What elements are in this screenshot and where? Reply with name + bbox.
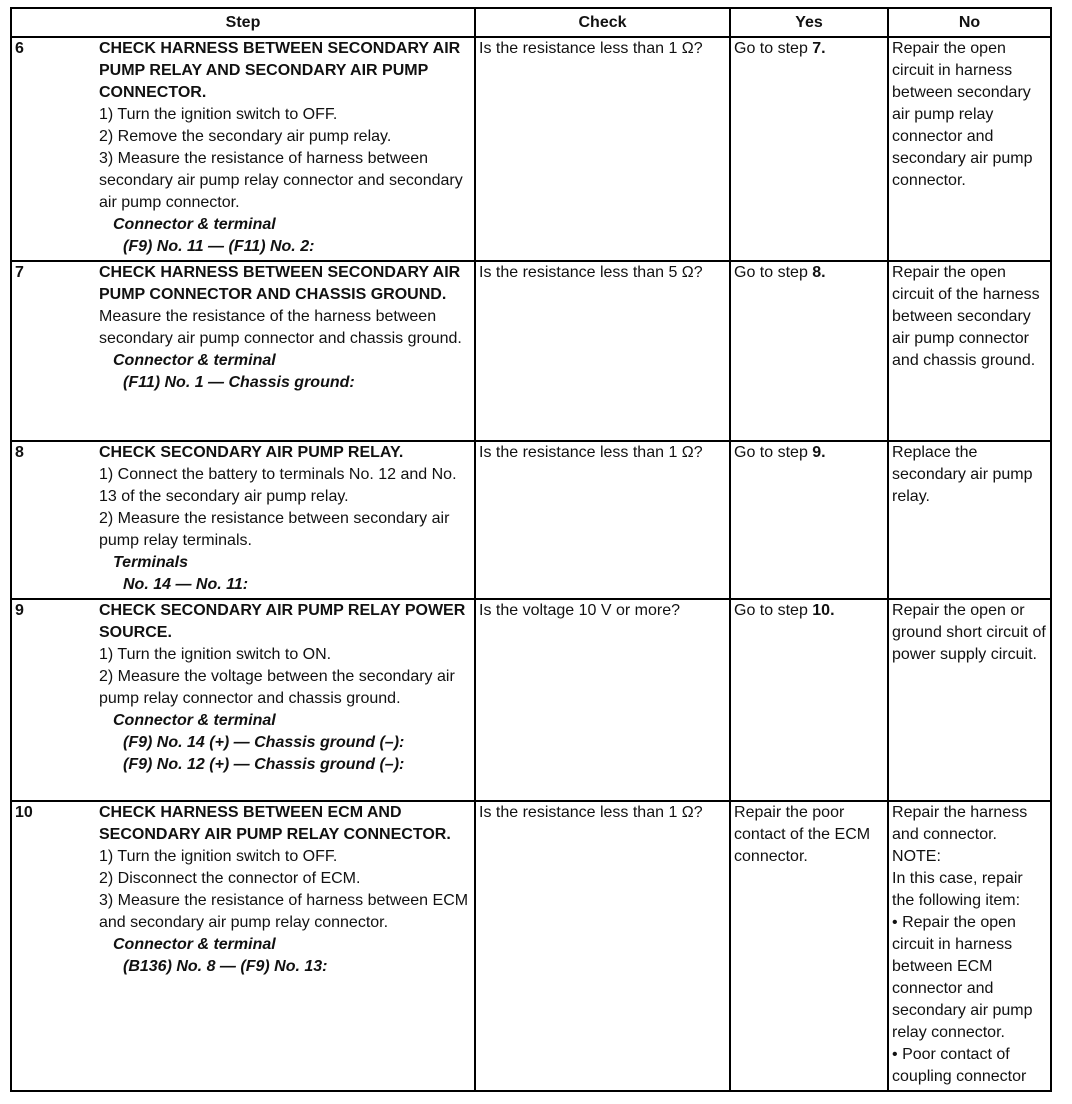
- yes-action: [730, 37, 888, 261]
- step-number: 9: [11, 599, 96, 801]
- terminal-value: No. 14 — No. 11:: [123, 576, 249, 593]
- yes-text: Repair the poor contact of the ECM connector.: [734, 804, 871, 865]
- terminal-value: (F9) No. 14 (+) — Chassis ground (–):: [123, 734, 405, 751]
- no-action: [888, 37, 1051, 261]
- step-number: 10: [11, 801, 96, 1091]
- terminal-label: Connector & terminal: [113, 936, 276, 953]
- step-instruction: 1) Turn the ignition switch to ON.: [99, 646, 332, 663]
- yes-step-ref: 10.: [812, 602, 835, 619]
- header-yes: Yes: [730, 8, 888, 37]
- no-action: [888, 261, 1051, 441]
- terminal-label: Connector & terminal: [113, 712, 276, 729]
- no-text: NOTE:: [892, 848, 941, 865]
- step-title: CHECK HARNESS BETWEEN SECONDARY AIR PUMP CONNECTOR AND CHASSIS GROUND.: [99, 264, 461, 303]
- no-action: [888, 599, 1051, 801]
- step-title: CHECK HARNESS BETWEEN SECONDARY AIR PUMP RELAY AND SECONDARY AIR PUMP CONNECTOR.: [99, 40, 461, 101]
- check-question: Is the resistance less than 1 Ω?: [475, 801, 730, 1091]
- terminal-value: (F9) No. 11 — (F11) No. 2:: [123, 238, 315, 255]
- step-description: [96, 261, 475, 441]
- terminal-label: Connector & terminal: [113, 352, 276, 369]
- no-text: Repair the open or ground short circuit of power supply circuit.: [892, 602, 1046, 663]
- step-instruction: 3) Measure the resistance of harness between ECM and secondary air pump relay connector.: [99, 892, 469, 931]
- step-instruction: 2) Disconnect the connector of ECM.: [99, 870, 361, 887]
- no-text: Repair the harness and connector.: [892, 804, 1028, 843]
- check-question: Is the resistance less than 1 Ω?: [475, 441, 730, 599]
- step-number: 8: [11, 441, 96, 599]
- table-row: [11, 441, 1051, 599]
- no-text: Repair the open circuit of the harness between secondary air pump connector and chassis ground.: [892, 264, 1040, 369]
- yes-step-ref: 8.: [812, 264, 826, 281]
- step-description: [96, 801, 475, 1091]
- step-number: 6: [11, 37, 96, 261]
- step-title: CHECK SECONDARY AIR PUMP RELAY POWER SOURCE.: [99, 602, 466, 641]
- table-row: [11, 801, 1051, 1091]
- yes-action: [730, 261, 888, 441]
- step-title: CHECK SECONDARY AIR PUMP RELAY.: [99, 444, 404, 461]
- no-action: [888, 441, 1051, 599]
- step-description: [96, 441, 475, 599]
- yes-text: Go to step: [734, 264, 813, 281]
- yes-step-ref: 9.: [812, 444, 826, 461]
- header-row: [11, 8, 1051, 37]
- no-action: [888, 801, 1051, 1091]
- step-title: CHECK HARNESS BETWEEN ECM AND SECONDARY AIR PUMP RELAY CONNECTOR.: [99, 804, 451, 843]
- table-body: [11, 37, 1051, 1091]
- step-number: 7: [11, 261, 96, 441]
- yes-text: Go to step: [734, 602, 813, 619]
- table-row: [11, 37, 1051, 261]
- header-no: No: [888, 8, 1051, 37]
- yes-action: [730, 441, 888, 599]
- step-instruction: 1) Turn the ignition switch to OFF.: [99, 848, 338, 865]
- step-instruction: 2) Remove the secondary air pump relay.: [99, 128, 392, 145]
- table-row: [11, 261, 1051, 441]
- yes-text: Go to step: [734, 444, 813, 461]
- step-description: [96, 37, 475, 261]
- no-text: In this case, repair the following item:: [892, 870, 1023, 909]
- diagnostic-table: [10, 7, 1052, 1092]
- step-instruction: 3) Measure the resistance of harness between secondary air pump relay connector and secondary air pump connector.: [99, 150, 463, 211]
- check-question: Is the resistance less than 1 Ω?: [475, 37, 730, 261]
- terminal-label: Connector & terminal: [113, 216, 276, 233]
- no-text: Replace the secondary air pump relay.: [892, 444, 1033, 505]
- terminal-value: (B136) No. 8 — (F9) No. 13:: [123, 958, 328, 975]
- terminal-value: (F11) No. 1 — Chassis ground:: [123, 374, 355, 391]
- step-instruction: 1) Connect the battery to terminals No. 12 and No. 13 of the secondary air pump relay.: [99, 466, 457, 505]
- header-check: Check: [475, 8, 730, 37]
- yes-action: [730, 801, 888, 1091]
- header-step: Step: [11, 8, 475, 37]
- no-text: • Poor contact of coupling connector: [892, 1046, 1027, 1085]
- terminal-value: (F9) No. 12 (+) — Chassis ground (–):: [123, 756, 405, 773]
- check-question: Is the voltage 10 V or more?: [475, 599, 730, 801]
- yes-action: [730, 599, 888, 801]
- step-instruction: Measure the resistance of the harness between secondary air pump connector and chassis ground.: [99, 308, 462, 347]
- step-instruction: 2) Measure the voltage between the secondary air pump relay connector and chassis ground.: [99, 668, 455, 707]
- no-text: Repair the open circuit in harness between secondary air pump relay connector and secondary air pump connector.: [892, 40, 1033, 189]
- step-description: [96, 599, 475, 801]
- step-instruction: 1) Turn the ignition switch to OFF.: [99, 106, 338, 123]
- no-text: • Repair the open circuit in harness between ECM connector and secondary air pump relay connector.: [892, 914, 1033, 1041]
- table-row: [11, 599, 1051, 801]
- yes-text: Go to step: [734, 40, 813, 57]
- yes-step-ref: 7.: [812, 40, 826, 57]
- check-question: Is the resistance less than 5 Ω?: [475, 261, 730, 441]
- terminal-label: Terminals: [113, 554, 188, 571]
- step-instruction: 2) Measure the resistance between secondary air pump relay terminals.: [99, 510, 450, 549]
